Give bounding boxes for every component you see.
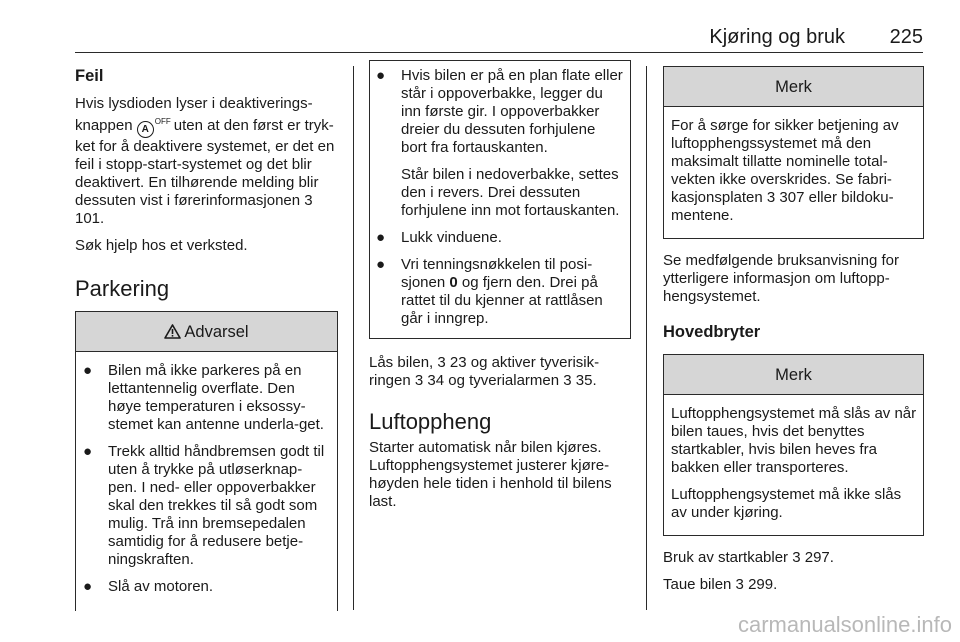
list-item: ● Trekk alltid håndbremsen godt til uten å trykke på utløserknap-pen. I ned- eller oppoverbakker skal den trekkes til så godt som mulig. Trå inn bremsepedalen samtidig for å redusere betje-ningskraften. (83, 443, 325, 568)
luftoppheng-heading: Luftoppheng (369, 409, 492, 434)
lock-paragraph: Lås bilen, 3 23 og aktiver tyverisik-ringen 3 34 og tyverialarmen 3 35. (369, 354, 600, 389)
hovedbryter-heading: Hovedbryter (663, 323, 761, 341)
warning-title: Advarsel (184, 323, 249, 341)
feil-heading: Feil (75, 67, 104, 85)
note-box-1 (663, 66, 924, 239)
off-label: OFF (154, 117, 171, 126)
note-box-2 (663, 354, 924, 536)
warning-box-header (76, 312, 337, 352)
note-box-2-header: Merk (664, 355, 923, 395)
note-box-2-body (664, 395, 923, 535)
running-title: Kjøring og bruk (709, 26, 845, 48)
note-box-1-body (664, 107, 923, 238)
warning-box (75, 311, 338, 611)
column-1 (75, 66, 338, 611)
auto-stop-off-icon: A (137, 121, 154, 138)
start-cables-ref: Bruk av startkabler 3 297. (663, 549, 834, 566)
see-paragraph: Se medfølgende bruksanvisning for ytterligere informasjon om luftopp-hengsystemet. (663, 252, 899, 305)
ignition-position: 0 (449, 274, 458, 291)
page-header (75, 26, 923, 52)
column-divider-2 (646, 66, 647, 610)
parkering-heading: Parkering (75, 276, 170, 301)
list-item: ● Bilen må ikke parkeres på en lettantennelig overflate. Den høye temperaturen i eksossy-stemet kan antenne underla-get. (83, 362, 324, 433)
list-item: ● Hvis bilen er på en plan flate eller står i oppoverbakke, legger du inn første gir. I oppoverbakker dreier du dessuten forhjulene bort fra fortauskanten. Står bilen i nedoverbakke, settes den i revers. Drei dessuten forhjulene inn mot fortauskanten. (376, 67, 623, 219)
warning-list (83, 362, 331, 596)
note-text: Luftopphengsystemet må ikke slås av under kjøring. (671, 486, 902, 521)
header-rule (75, 52, 923, 53)
note-text: Luftopphengsystemet må slås av når bilen taues, hvis det benyttes startkabler, hvis bilen heves fra bakken eller transporteres. (671, 405, 917, 476)
feil-paragraph-2: Søk hjelp hos et verksted. (75, 237, 248, 254)
list-item: ● Vri tenningsnøkkelen til posi-sjonen 0 og fjern den. Drei på rattet til du kjenner at rattlåsen går i inngrep. (376, 256, 603, 327)
parking-steps-list (376, 67, 624, 328)
watermark: carmanualsonline.info (737, 612, 952, 637)
note-text: For å sørge for sikker betjening av luftopphengssystemet må den maksimalt tillatte nominelle total-vekten ikke overskrides. Se fabri-kasjonsplaten 3 307 eller bildoku-mentene. (671, 117, 899, 224)
feil-text-b: uten at den først er tryk-ket for å deaktivere systemet, er det en feil i stopp-start-systemet og det blir deaktivert. En tilhørende melding blir dessuten vist i førerinformasjonen 3 101. (75, 117, 335, 227)
note-box-1-header: Merk (664, 67, 923, 107)
tow-ref: Taue bilen 3 299. (663, 576, 778, 593)
warning-triangle-icon (164, 324, 181, 339)
feil-text-a: Hvis lysdioden lyser i deaktiverings-knappen (75, 95, 313, 134)
warning-box-continued (369, 60, 631, 339)
luftoppheng-paragraph: Starter automatisk når bilen kjøres. Luftopphengsystemet justerer kjøre-høyden hele tiden i henhold til bilens last. (369, 439, 612, 510)
column-3 (663, 66, 924, 603)
list-item: ● Lukk vinduene. (376, 229, 502, 246)
page-number: 225 (889, 26, 923, 48)
list-item: ● Slå av motoren. (83, 578, 214, 595)
warning-box-body (76, 352, 337, 609)
column-divider-1 (353, 66, 354, 610)
feil-paragraph (75, 95, 338, 228)
column-2 (369, 66, 631, 520)
